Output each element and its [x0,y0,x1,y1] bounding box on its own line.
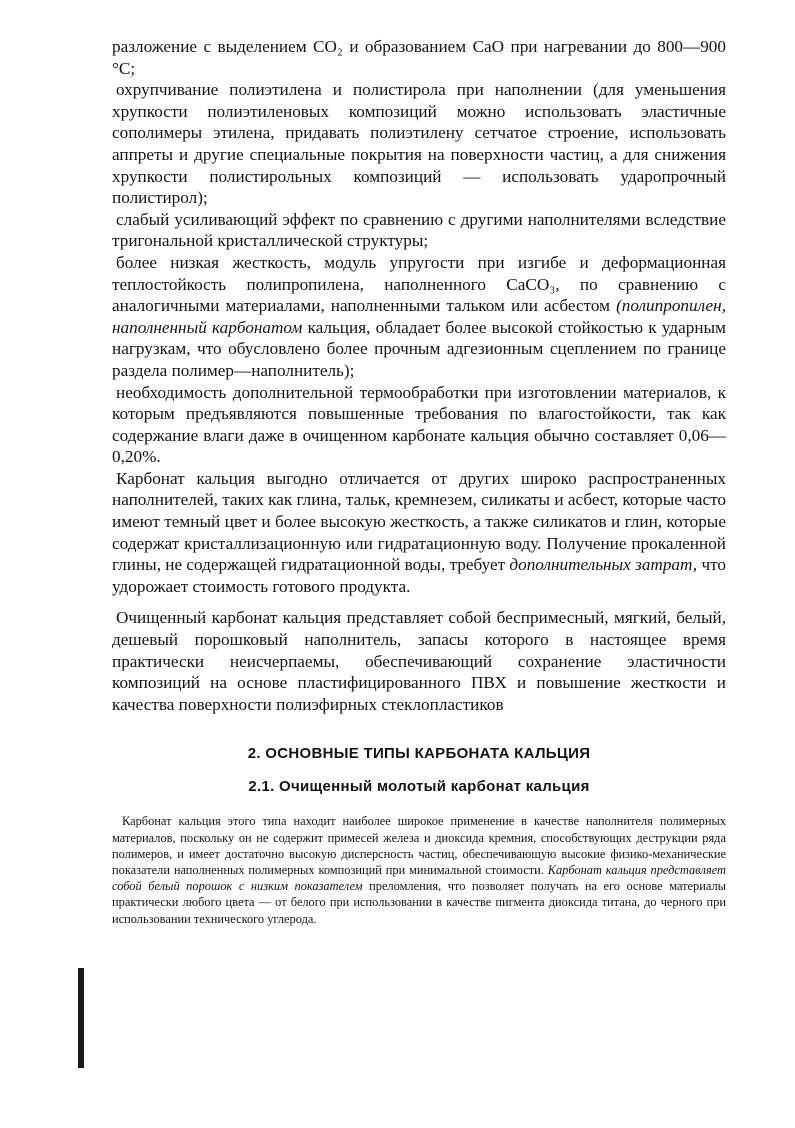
paragraph-lower-stiffness-part3: кальция, обладает более высокой стойкостью к ударным нагрузкам, что обусловлено более прочным адгезионным сцеплением по границе раздела полимер—наполнитель); [112,317,726,380]
small-print-part3: преломления, что позволяет получать на его основе материалы практически любого цвета — от белого при использовании в качестве пигмента диоксида титана, до черного при использовании технического углерода. [112,879,726,926]
paragraph-advantages-part1: Карбонат кальция выгодно отличается от других широко распространенных наполнителей, таких как глина, тальк, кремнезем, силикаты и асбест, которые часто имеют темный цвет и более высокую жесткость, а также силикатов и глин, которые содержат кристаллизационную или гидратационную воду. Получение прокаленной глины, не содержащей гидратационной воды, требует [112,468,726,575]
subsection-heading: 2.1. Очищенный молотый карбонат кальция [248,778,590,796]
paragraph-lower-stiffness [112,252,726,382]
paragraph-advantages [112,468,726,598]
small-print-part1: Карбонат кальция этого типа находит наиболее широкое применение в качестве наполнителя полимерных материалов, поскольку он не содержит примесей железа и диоксида кремния, способствующих деструкции ряда полимеров, и имеет достаточно высокую дисперсность частиц, обеспечивающую высокие физико-механические показатели наполненных полимерных композиций при минимальной стоимости. [112,814,726,878]
paragraph-advantages-part3: что удорожает стоимость готового продукта. [112,555,726,596]
paragraph-heat-treatment: необходимость дополнительной термообработки при изготовлении материалов, к которым предъявляются повышенные требования по влагостойкости, так как содержание влаги даже в очищенном карбонате кальция обычно составляет 0,06—0,20%. [112,382,726,467]
document-page [112,36,726,927]
scan-edge-mark [78,968,84,1068]
section-heading: 2. ОСНОВНЫЕ ТИПЫ КАРБОНАТА КАЛЬЦИЯ [247,745,591,763]
paragraph-embrittlement: охрупчивание полиэтилена и полистирола при наполнении (для уменьшения хрупкости полиэтиленовых композиций можно использовать эластичные сополимеры этилена, придавать полиэтилену сетчатое строение, использовать аппреты и другие специальные покрытия на поверхности частиц, а для снижения хрупкости полистирольных композиций — использовать ударопрочный полистирол); [112,80,726,208]
small-print-italic: Карбонат кальция представляет собой белый порошок с низким показателем [112,863,726,894]
paragraph-weak-reinforcement: слабый усиливающий эффект по сравнению с другими наполнителями вследствие тригональной кристаллической структуры; [112,209,726,251]
paragraph-lower-stiffness-part1: более низкая жесткость, модуль упругости при изгибе и деформационная теплостойкость полипропилена, наполненного CaCO₃, по сравнению с аналогичными материалами, наполненными тальком или асбестом [112,252,726,316]
paragraph-purified-carbonate: Очищенный карбонат кальция представляет собой беспримесный, мягкий, белый, дешевый порошковый наполнитель, запасы которого в настоящее время практически неисчерпаемы, обеспечивающий сохранение эластичности композиций на основе пластифицированного ПВХ и повышение жесткости и качества поверхности полиэфирных стеклопластиков [112,608,726,714]
paragraph-advantages-italic: дополнительных затрат, [509,555,698,575]
paragraph-small-print [112,813,726,926]
paragraph-lower-stiffness-italic: (полипропилен, наполненный карбонатом [112,296,726,337]
paragraph-co2-decomposition: разложение с выделением CO₂ и образованием CaO при нагревании до 800—900 °C; [112,37,726,78]
